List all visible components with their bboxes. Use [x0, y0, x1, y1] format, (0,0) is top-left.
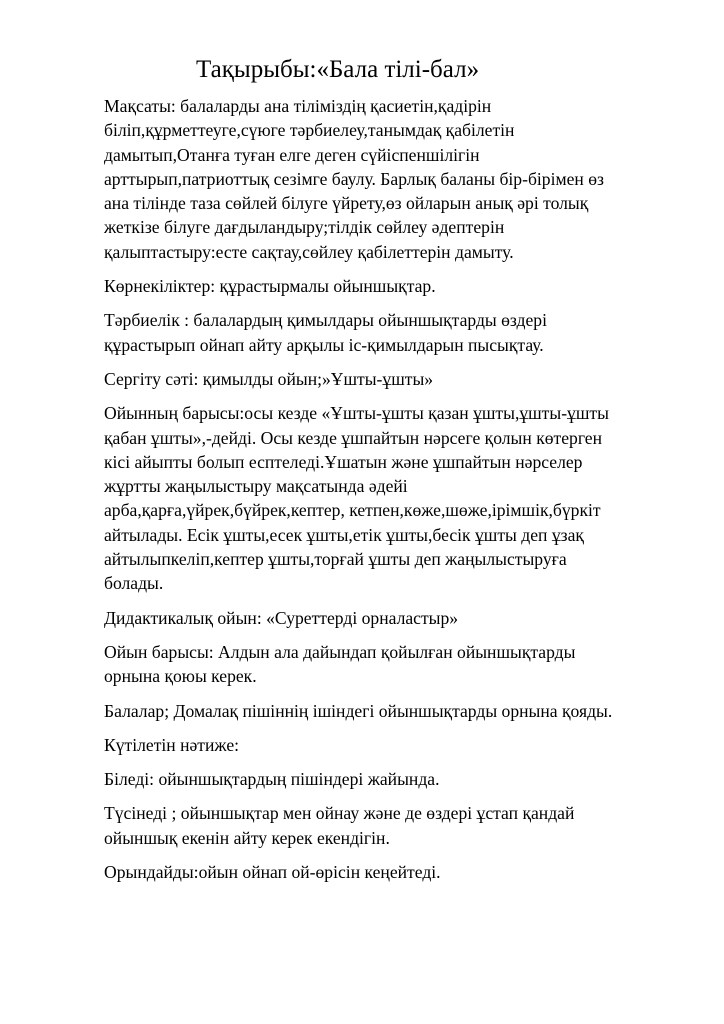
- paragraph: [104, 367, 684, 391]
- text-line: Күтілетін нәтиже:: [104, 734, 240, 755]
- text-line: болады.: [104, 573, 164, 594]
- text-line: Ойынның барысы:осы кезде «Ұшты-ұшты қазан ұшты,ұшты-ұшты: [104, 403, 609, 424]
- text-line: орнына қоюы керек.: [104, 666, 257, 687]
- text-line: Балалар; Домалақ пішіннің ішіндегі ойыншықтарды орнына қояды.: [104, 700, 613, 721]
- text-line: біліп,құрметтеуге,сүюге тәрбиелеу,танымдақ қабілетін: [104, 120, 515, 141]
- text-line: жеткізе білуге дағдыландыру;тілдік сөйлеу әдептерін: [104, 217, 505, 238]
- text-line: Түсінеді ; ойыншықтар мен ойнау және де өздері ұстап қандай: [104, 803, 575, 824]
- paragraph: [104, 801, 684, 850]
- text-line: Тәрбиелік : балалардың қимылдары ойыншықтарды өздері: [104, 310, 547, 331]
- text-line: Көрнекіліктер: құрастырмалы ойыншықтар.: [104, 276, 436, 297]
- text-line: құрастырып ойнап айту арқылы іс-қимылдарын пысықтау.: [104, 334, 544, 355]
- text-line: айтылады. Есік ұшты,есек ұшты,етік ұшты,бесік ұшты деп ұзақ: [104, 524, 584, 545]
- text-line: кісі айыпты болып есптеледі.Ұшатын және ұшпайтын нәрселер: [104, 451, 583, 472]
- text-line: Дидактикалық ойын: «Суреттерді орналастыр»: [104, 607, 459, 628]
- text-line: Ойын барысы: Алдын ала дайындап қойылған ойыншықтарды: [104, 641, 576, 662]
- text-line: жұртты жаңылыстыру мақсатында әдейі: [104, 476, 408, 497]
- text-line: айтылыпкеліп,кептер ұшты,торғай ұшты деп жаңылыстыруға: [104, 549, 567, 570]
- text-line: қалыптастыру:есте сақтау,сөйлеу қабілеттерін дамыту.: [104, 241, 514, 262]
- document-title: Тақырыбы:«Бала тілі-бал»: [196, 56, 480, 83]
- text-line: ойыншық екенін айту керек екендігін.: [104, 827, 390, 848]
- text-line: арттырып,патриоттық сезімге баулу. Барлық баланы бір-бірімен өз: [104, 168, 604, 189]
- text-line: қабан ұшты»,-дейді. Осы кезде ұшпайтын нәрсеге қолын көтерген: [104, 427, 603, 448]
- paragraph: [104, 274, 684, 298]
- paragraph: [104, 640, 684, 689]
- text-line: арба,қарға,үйрек,бүйрек,кептер, кетпен,көже,шөже,ірімшік,бүркіт: [104, 500, 601, 521]
- document-body: [104, 94, 684, 894]
- paragraph: [104, 767, 684, 791]
- paragraph: [104, 733, 684, 757]
- text-line: Біледі: ойыншықтардың пішіндері жайында.: [104, 769, 440, 790]
- text-line: Сергіту сәті: қимылды ойын;»Ұшты-ұшты»: [104, 368, 434, 389]
- paragraph: [104, 606, 684, 630]
- text-line: ана тілінде таза сөйлей білуге үйрету,өз ойларын анық әрі толық: [104, 193, 589, 214]
- text-line: Орындайды:ойын ойнап ой-өрісін кеңейтеді.: [104, 862, 441, 883]
- text-line: Мақсаты: балаларды ана тіліміздің қасиетін,қадірін: [104, 96, 492, 116]
- paragraph: [104, 94, 684, 264]
- text-line: дамытып,Отанға туған елге деген сүйіспеншілігін: [104, 144, 480, 165]
- paragraph: [104, 401, 684, 595]
- paragraph: [104, 860, 684, 884]
- paragraph: [104, 308, 684, 357]
- paragraph: [104, 699, 684, 723]
